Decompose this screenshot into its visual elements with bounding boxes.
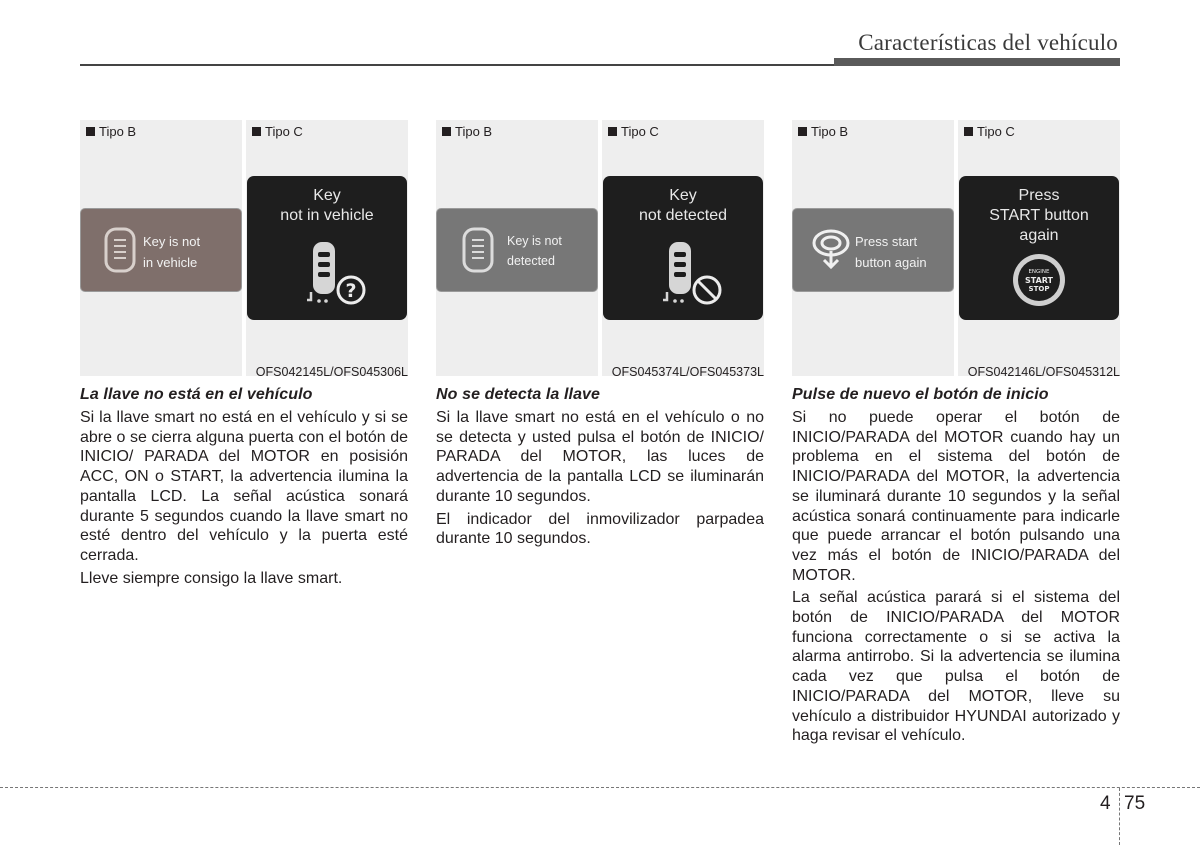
square-bullet-icon [86,127,95,136]
square-bullet-icon [442,127,451,136]
footer-divider [1119,788,1120,845]
smart-key-icon [461,227,495,273]
panel-type-b [80,120,242,376]
smart-key-icon [103,227,137,273]
figure-code: OFS042145L/OFS045306L [255,365,408,379]
paragraph: Si la llave smart no está en el vehículo y si se abre o se cierra alguna puerta con el botón de INICIO/ PARADA del MOTOR en posisión ACC, ON o START, la advertencia ilumina la pantalla LCD. La señal acústica sonará durante 5 segundos cuando la llave smart no esté dentro del vehículo y la puerta esté cerrada. [80,409,408,564]
svg-text:?: ? [345,280,357,302]
paragraph: La señal acústica parará si el sistema del botón de INICIO/PARADA del MOTOR funciona correctamente o si se activa la alarma antirrobo. Si la advertencia se ilumina cada vez que pulsa el botón de INICIO/PARADA del MOTOR, lleve su vehículo a distribuidor HYUNDAI autorizado y haga revisar el vehículo. [792,589,1120,745]
panel-type-b [436,120,598,376]
paragraph: Si no puede operar el botón de INICIO/PARADA del MOTOR cuando hay un problema en el sistema del botón de INICIO/PARADA del MOTOR, la advertencia se iluminará durante 10 segundos y la señal acústica sonará continuamente para indicarle que puede arrancar el botón pulsando una vez más el botón de INICIO/PARADA del MOTOR. [792,409,1120,584]
page-number: 75 [1124,793,1146,814]
lcd-display-type-c [603,176,763,320]
lcd-display-type-b [436,208,598,292]
section-press-start-again [792,120,1120,749]
panel-label: Tipo C [252,124,303,139]
panel-type-c [602,120,764,376]
paragraph: Si la llave smart no está en el vehículo o no se detecta y usted pulsa el botón de INICIO/ PARADA del MOTOR, las luces de advertencia de la pantalla LCD se iluminarán durante 10 segundos. [436,409,764,505]
panel-type-b [792,120,954,376]
chapter-number: 4 [1100,793,1111,814]
lcd-message: Key is not detected [507,234,562,268]
lcd-message: Press START button again [989,187,1089,244]
square-bullet-icon [252,127,261,136]
figure-press-start-again [792,120,1120,378]
paragraph: El indicador del inmovilizador parpadea durante 10 segundos. [436,510,764,548]
paragraph: Lleve siempre consigo la llave smart. [80,569,343,587]
lcd-message: Key not in vehicle [280,187,374,224]
square-bullet-icon [608,127,617,136]
section-key-not-in-vehicle [80,120,408,591]
figure-key-not-detected [436,120,764,378]
panel-label: Tipo B [798,124,848,139]
lcd-display-type-c [959,176,1119,320]
header-rule-accent [834,58,1120,66]
engine-start-stop-button-icon: ENGINE START STOP [1013,254,1065,306]
panel-type-c [246,120,408,376]
square-bullet-icon [798,127,807,136]
press-button-icon [811,227,851,271]
square-bullet-icon [964,127,973,136]
section-title: No se detecta la llave [436,386,601,403]
panel-label: Tipo C [608,124,659,139]
figure-code: OFS042146L/OFS045312L [967,365,1120,379]
section-title: La llave no está en el vehículo [80,386,313,403]
figure-code: OFS045374L/OFS045373L [611,365,764,379]
panel-label: Tipo B [86,124,136,139]
smart-key-prohibited-icon [661,236,725,308]
figure-key-not-in-vehicle [80,120,408,378]
lcd-display-type-c [247,176,407,320]
lcd-display-type-b [80,208,242,292]
lcd-message: Press start button again [855,234,927,270]
section-key-not-detected [436,120,764,552]
smart-key-question-icon [305,236,369,308]
panel-type-c [958,120,1120,376]
section-title: Pulse de nuevo el botón de inicio [792,386,1049,403]
footer-rule [0,787,1200,788]
panel-label: Tipo C [964,124,1015,139]
panel-label: Tipo B [442,124,492,139]
chapter-title: Características del vehículo [858,30,1118,55]
lcd-message: Key not detected [638,187,728,224]
lcd-display-type-b [792,208,954,292]
lcd-message: Key is not in vehicle [143,234,201,270]
